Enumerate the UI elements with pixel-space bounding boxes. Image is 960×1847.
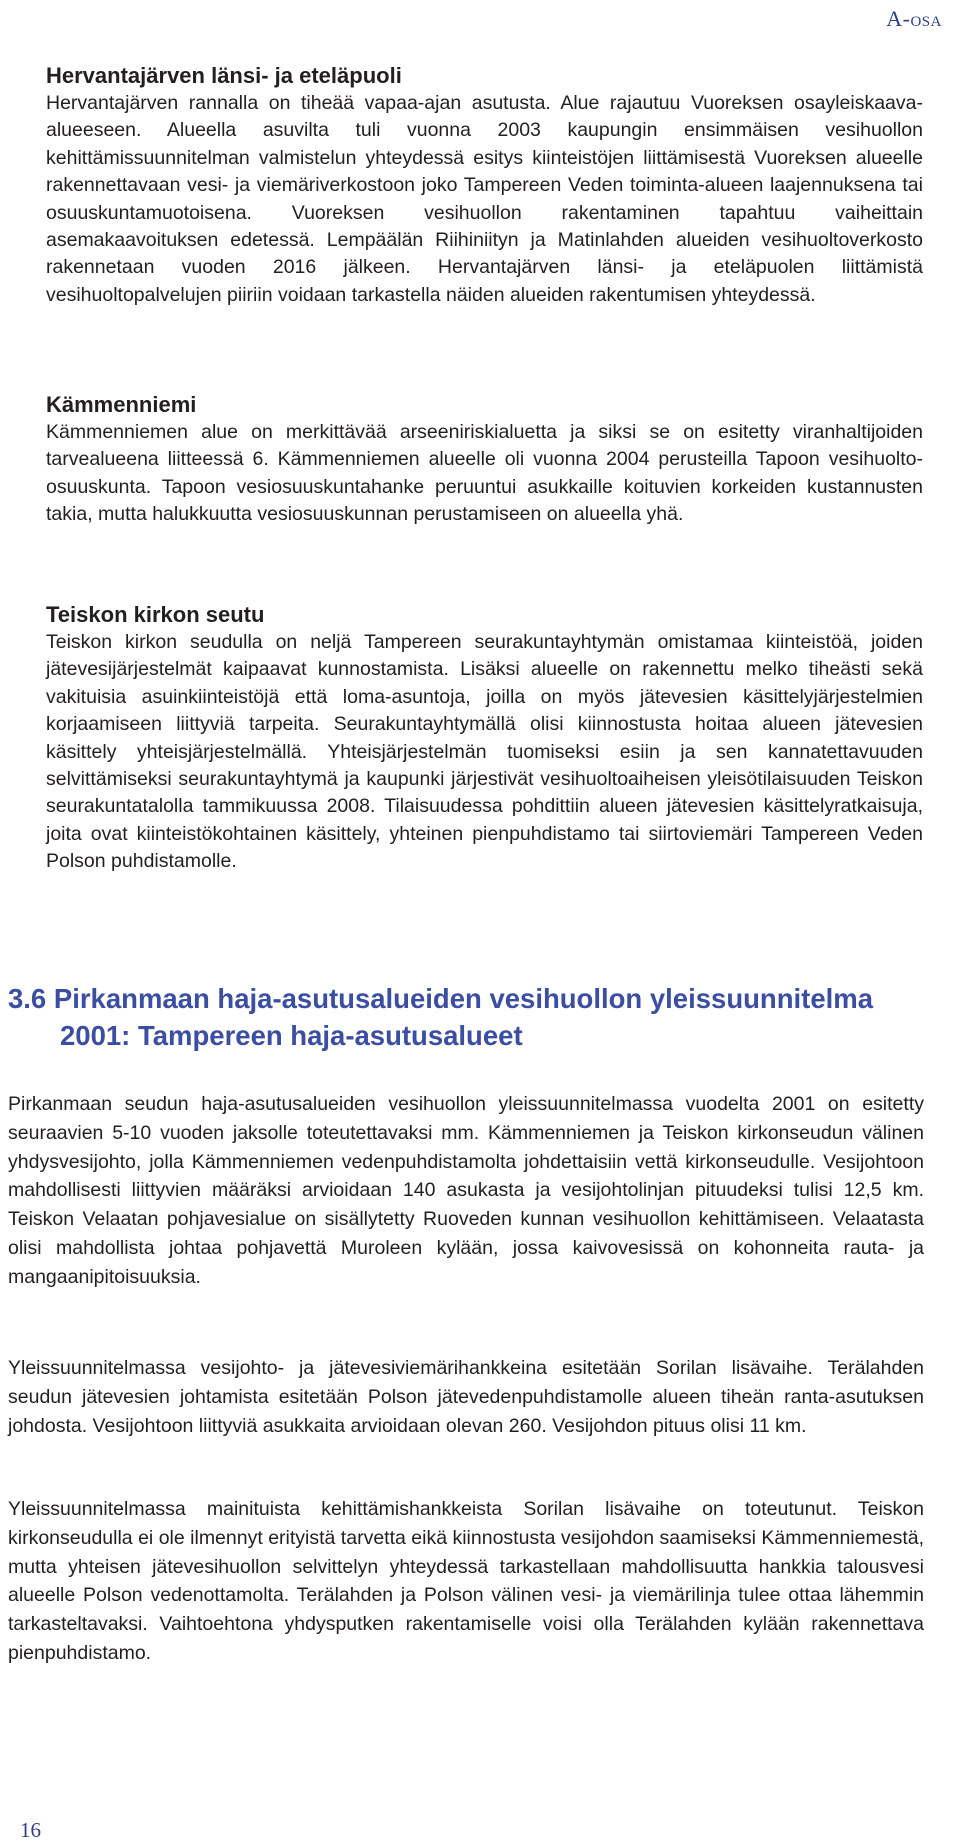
chapter-paragraph-2 — [8, 1354, 924, 1440]
section-body: Kämmenniemen alue on merkittävää arseeniriskialuetta ja siksi se on esitetty viranhaltijoiden tarvealueena liitteessä 6. Kämmenniemen alueelle oli vuonna 2004 perusteilla Tapoon vesihuolto-osuuskunta. Tapoon vesiosuuskuntahanke peruuntui asukkaille koituvien korkeiden kustannusten takia, mutta halukkuutta vesiosuuskunnan perustamiseen on alueella yhä. — [46, 421, 923, 526]
page-number: 16 — [20, 1818, 41, 1842]
section-kammenniemi — [46, 391, 923, 529]
chapter-title: 3.6 Pirkanmaan haja-asutusalueiden vesihuollon yleissuunnitelma 2001: Tampereen haja-asutusalueet — [8, 983, 874, 1051]
paragraph: Pirkanmaan seudun haja-asutusalueiden vesihuollon yleissuunnitelmassa vuodelta 2001 on esitetty seuraavien 5-10 vuoden jaksolle toteutettavaksi mm. Kämmenniemen ja Teiskon kirkonseudun välinen yhdysvesijohto, jolla Kämmenniemen vedenpuhdistamolta johdettaisiin vettä kirkonseudulle. Vesijohtoon mahdollisesti liittyvien määräksi arvioidaan 140 asukasta ja vesijohtolinjan pituudeksi tulisi 12,5 km. Teiskon Velaatan pohjavesialue on sisällytetty Ruoveden kunnan vesihuollon kehittämiseen. Velaatasta olisi mahdollista johtaa pohjavettä Muroleen kylään, jossa kaivovesissä on kohonneita rauta- ja mangaanipitoisuuksia. — [8, 1093, 924, 1288]
section-heading: Teiskon kirkon seutu — [46, 602, 265, 627]
chapter-paragraph-1 — [8, 1090, 924, 1292]
section-body: Hervantajärven rannalla on tiheää vapaa-ajan asutusta. Alue rajautuu Vuoreksen osayleiskaava-alueeseen. Alueella asuvilta tuli vuonna 2003 kaupungin ensimmäisen vesihuollon kehittämissuunnitelman valmistelun yhteydessä esitys kiinteistöjen liittämisestä Vuoreksen alueelle rakennettavaan vesi- ja viemäriverkostoon joko Tampereen Veden toiminta-alueen laajennuksena tai osuuskuntamuotoisena. Vuoreksen vesihuollon rakentaminen tapahtuu vaiheittain asemakaavoituksen edetessä. Lempäälän Riihiniityn ja Matinlahden alueiden vesihuoltoverkosto rakennetaan vuoden 2016 jälkeen. Hervantajärven länsi- ja eteläpuolen liittämistä vesihuoltopalvelujen piiriin voidaan tarkastella näiden alueiden rakentumisen yhteydessä. — [46, 92, 923, 306]
chapter-heading-block — [8, 980, 938, 1054]
section-teisko — [46, 601, 923, 876]
section-heading: Hervantajärven länsi- ja eteläpuoli — [46, 63, 402, 88]
section-heading: Kämmenniemi — [46, 392, 197, 417]
section-hervantajarvi — [46, 62, 923, 309]
chapter-paragraph-3 — [8, 1495, 924, 1668]
paragraph: Yleissuunnitelmassa mainituista kehittämishankkeista Sorilan lisävaihe on toteutunut. Teiskon kirkonseudulla ei ole ilmennyt erityistä tarvetta eikä kiinnostusta vesijohdon saamiseksi Kämmenniemestä, mutta yhteisen jätevesihuollon selvittelyn yhteydessä tarkastellaan mahdollisuutta hankkia talousvesi alueelle Polson vedenottamolta. Terälahden ja Polson välinen vesi- ja viemärilinja tulee ottaa lähemmin tarkasteltavaksi. Vaihtoehtona yhdysputken rakentamiselle voisi olla Terälahden kylään rakennettava pienpuhdistamo. — [8, 1498, 924, 1664]
paragraph: Yleissuunnitelmassa vesijohto- ja jätevesiviemärihankkeina esitetään Sorilan lisävaihe. Terälahden seudun jätevesien johtamista esitetään Polson jätevedenpuhdistamolle alueen tiheän ranta-asutuksen johdosta. Vesijohtoon liittyviä asukkaita arvioidaan olevan 260. Vesijohdon pituus olisi 11 km. — [8, 1357, 924, 1437]
section-label: A-osa — [886, 6, 942, 31]
section-body: Teiskon kirkon seudulla on neljä Tampereen seurakuntayhtymän omistamaa kiinteistöä, joiden jätevesijärjestelmät kaipaavat kunnostamista. Lisäksi alueelle on rakennettu melko tiheästi sekä vakituisia asuinkiinteistöjä että loma-asuntoja, joilla on myös jätevesien käsittelyjärjestelmien korjaamiseen liittyviä tarpeita. Seurakuntayhtymällä olisi kiinnostusta hoitaa alueen jätevesien käsittely yhteisjärjestelmällä. Yhteisjärjestelmän tuomiseksi esiin ja sen kannatettavuuden selvittämiseksi seurakuntayhtymä ja kaupunki järjestivät vesihuoltoaiheisen yleisötilaisuuden Teiskon seurakuntatalolla tammikuussa 2008. Tilaisuudessa pohdittiin alueen jätevesien käsittelyratkaisuja, joita ovat kiinteistökohtainen käsittely, yhteinen pienpuhdistamo tai siirtoviemäri Tampereen Veden Polson puhdistamolle. — [46, 631, 923, 873]
